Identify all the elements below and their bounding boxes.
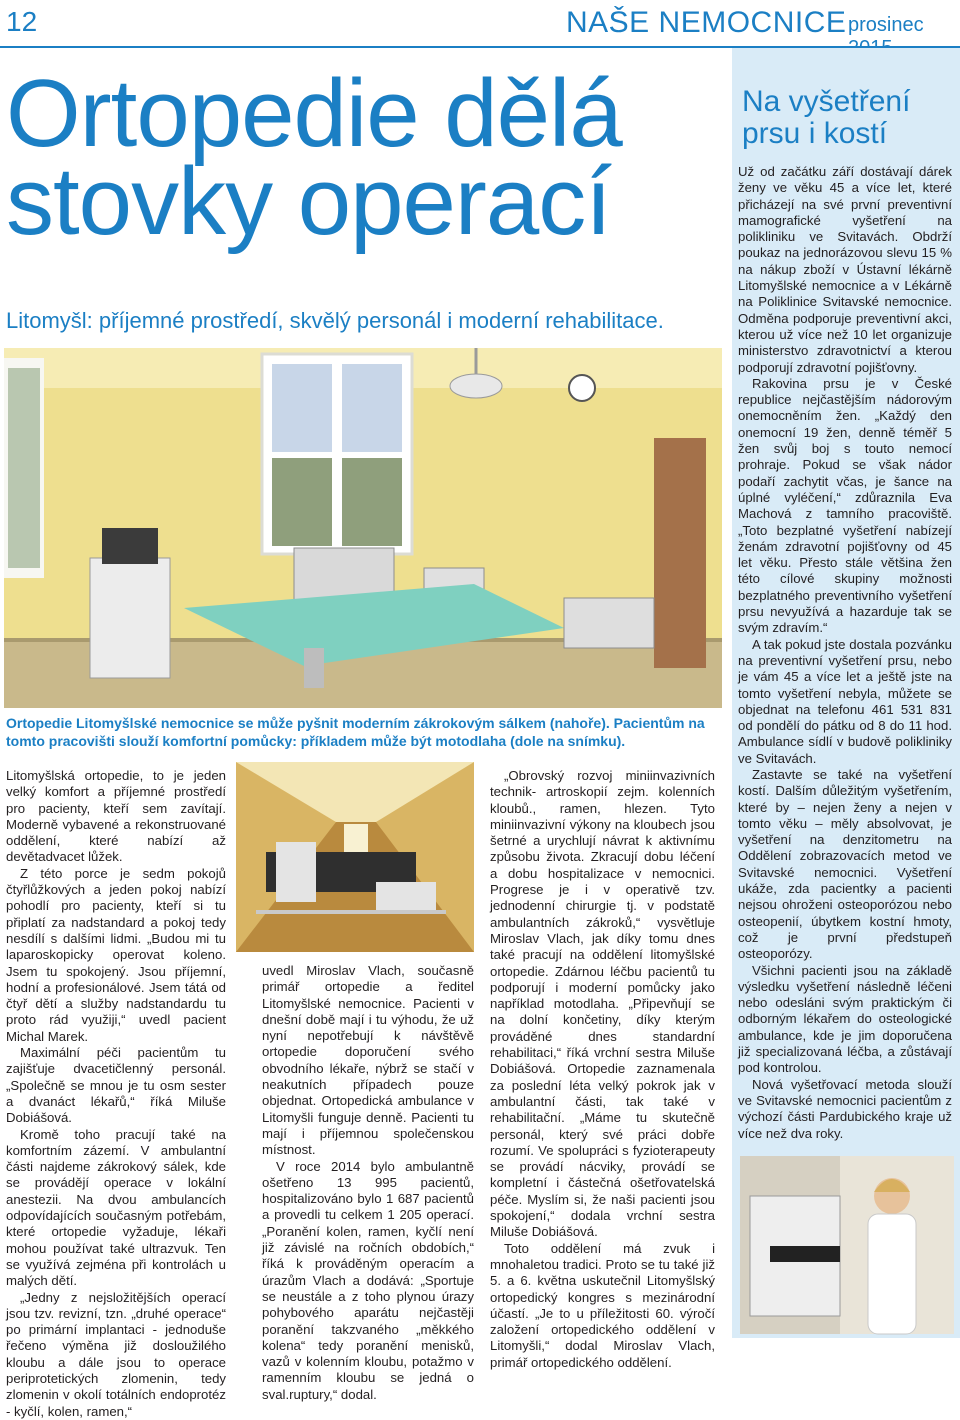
mammography-photo: [740, 1156, 954, 1334]
article-column-1: [6, 768, 226, 1420]
sidebar-body: [738, 164, 952, 1142]
col1-paragraph: „Jedny z nejsložitějších operací jsou tzv. revizní, tzn. „druhé operace“ po primární implantaci - jednoduše řečeno výměna již dosloužilého kloubu a dále jsou to operace periprotetických zlomenin, tedy zlomenin v okolí totálních endoprotéz - kyčlí, kolen, ramen,“: [6, 1289, 226, 1419]
sidebar-paragraph: A tak pokud jste dostala pozvánku na preventivní vyšetření prsu, nebo je vám 45 a více let a ještě jste na tomto vyšetření nebyla, můžete se objednat na telefonu 461 531 831 od pondělí do pátku od 8 do 11 hod. Ambulance sídlí v budově polikliniky ve Svitavách.: [738, 636, 952, 766]
sidebar-paragraph: Zastavte se také na vyšetření kostí. Dalším důležitým vyšetřením, které by – nejen ženy a nejen v tomto věku – měly absolvovat, je vyšetření na denzitometru na Oddělení zobrazovacích metod ve Svitavské nemocnici. Vyšetření ukáže, zda pacientky a pacienti nejsou ohroženi osteoporózou nebo osteopenií, úbytkem kostní hmoty, což je první předstupeň osteoporózy.: [738, 766, 952, 962]
motodlaha-illustration: [236, 762, 474, 952]
sidebar-paragraph: Už od začátku září dostávají dárek ženy ve věku 45 a více let, které přicházejí na své první preventivní mamografické vyšetření na polikliniku ve Svitavách. Obdrží poukaz na jednorázovou slevu 15 % na nákup zboží v Ústavní lékárně Litomyšlské nemocnice a v Lékárně na Poliklinice Svitavské nemocnice. Odměna podporuje preventivní akci, kterou už více než 10 let organizuje ministerstvo zdravotnictví a kterou podporují zdravotní pojišťovny.: [738, 164, 952, 375]
col2-paragraph: V roce 2014 bylo ambulantně ošetřeno 13 995 pacientů, hospitalizováno bylo 1 687 pacientů a provedli tu celkem 1 205 operací. „Poranění kolen, ramen, kyčlí není již závislé na ročních obdobích,“ říká k prováděným operacím a úrazům Vlach a dodává: „Sportuje se neustále a z toho plynou úrazy pohybového aparátu nejčastěji poranění takzvaného „měkkého kolena“ tedy poranění menisků, vazů v kolenním kloubu, potažmo v ramenním kloubu se jedná o sval.ruptury,“ dodal.: [262, 1158, 474, 1402]
headline-line-1: Ortopedie dělá: [6, 60, 622, 167]
sidebar-paragraph: Všichni pacienti jsou na základě výsledku vyšetření následně léčeni nebo odesláni svým praktickým či odborným lékařem do osteologické ambulance, kde je jim doporučena již specializovaná léčba, a zůstávají pod kontrolou.: [738, 962, 952, 1076]
article-column-3: [490, 768, 715, 1371]
col3-paragraph: Toto oddělení má zvuk i mnohaletou tradici. Proto se tu také již 5. a 6. května uskutečnil Litomyšlský ortopedický kongres s mezinárodní účastí. „Je to u příležitosti 60. výročí založení ortopedického oddělení v Litomyšli,“ dodal Miroslav Vlach, primář ortopedického oddělení.: [490, 1240, 715, 1370]
sidebar-paragraph: Nová vyšetřovací metoda slouží ve Svitavské nemocnici pacientům z výchozí části Pardubického kraje už více než dva roky.: [738, 1076, 952, 1141]
corridor-photo: [236, 762, 474, 952]
col2-paragraph: uvedl Miroslav Vlach, současně primář ortopedie a ředitel Litomyšlské nemocnice. Pacienti v dnešní době mají i tu výhodu, že už nyní nepotřebují k návštěvě ortopedie doporučení svého obvodního lékaře, nýbrž se stačí v neakutních případech pouze objednat. Ortopedická ambulance v Litomyšli funguje denně. Pacienti tu mají i příjemnou společenskou místnost.: [262, 963, 474, 1158]
sidebar-box: [732, 48, 960, 1338]
article-column-2: [262, 963, 474, 1403]
page-header: [0, 0, 960, 48]
sidebar-title-line-2: prsu i kostí: [742, 117, 888, 150]
photo-caption: Ortopedie Litomyšlské nemocnice se může pyšnit moderním zákrokovým sálkem (nahoře). Pacientům na tomto pracovišti slouží komfortní pomůcky: příkladem může být motodlaha (dole na snímku).: [6, 715, 705, 749]
page-number: 12: [6, 6, 38, 37]
col1-paragraph: Z této porce je sedm pokojů čtyřlůžkových a jeden pokoj nabízí pohodlí pro pacienty, kteří si tu připlatí za nadstandard a pokoj tedy nesdílí s dalšími lidmi. „Budou mi tu laparoskopicky operovat koleno. Jsem tu spokojený. Jsou příjemní, hodní a profesionálové. Jsem tátá od čtyř dětí a služby nadstandardu tu proto rád využiji,“ uvedl pacient Michal Marek.: [6, 865, 226, 1044]
article-headline: [6, 60, 726, 255]
operating-room-illustration: [4, 348, 722, 708]
nurse-illustration: [740, 1156, 954, 1334]
headline-line-2: stovky operací: [6, 148, 611, 255]
article-subhead: Litomyšl: příjemné prostředí, skvělý personál i moderní rehabilitace.: [6, 308, 664, 333]
sidebar-title: [742, 86, 954, 150]
col1-paragraph: Kromě toho pracují také na komfortním zázemí. V ambulantní části najdeme zákrokový sálek, kde se provádějí operace v lokální anestezii. Na dvou ambulancích odpovídajících současným potřebám, které ortopedie vyžaduje, lékaři mohou používat také ultrazvuk. Ten se využívá zejména při kontrolách u malých dětí.: [6, 1126, 226, 1289]
col1-paragraph: Maximální péči pacientům tu zajišťuje dvacetičlenný personál. „Společně se mnou je tu osm sester a dvanáct lékařů,“ říká Miluše Dobiášová.: [6, 1045, 226, 1126]
col3-paragraph: „Obrovský rozvoj miniinvazivních technik- artroskopií zejm. kolenních kloubů., ramen, hlezen. Tyto miniinvazivní výkony na kloubech jsou šetrné a urychlují návrat k aktivnímu způsobu života. Zkracují dobu léčení a dobu hospitalizace v nemocnici. Progrese je i v operativě tzv. jednodenní chirurgie tj. v podstatě ambulantních zákroků,“ vysvětluje Miroslav Vlach, jak díky tomu dnes také pracují na oddělení litomyšlské ortopedie. Zdárnou léčbu pacientů tu podporují i moderní pomůcky jako například motodlaha. „Připevňují se na dolní končetiny, díky kterým prováděné dnes standardní rehabilitaci,“ říká vrchní sestra Miluše Dobiášová. Ortopedie zaznamenala za poslední léta velký pokrok jak v ambulantní části, tak také v rehabilitační. „Máme tu skutečně personál, který své práci dobře rozumí. Ve spolupráci s fyzioterapeuty se provádí nácviky, provádí se kompletní i částečná ošetřovatelská péče. Myslím si, že naši pacienti jsou spokojení,“ dodala vrchní sestra Miluše Dobiášová.: [490, 768, 715, 1240]
col1-paragraph: Litomyšlská ortopedie, to je jeden velký komfort a příjemné prostředí pro pacienty, kteří sem zavítají. Moderně vybavené a rekonstruované oddělení, které nabízí až devětadvacet lůžek.: [6, 768, 226, 865]
sidebar-title-line-1: Na vyšetření: [742, 85, 911, 118]
sidebar-paragraph: Rakovina prsu je v České republice nejčastějším nádorovým onemocněním žen. „Každý den onemocní 19 žen, denně téměř 5 žen svůj boj s touto nemocí prohraje. Pokud se však nádor podaří zachytit včas, je šance na úplné vyléčení,“ zdůraznila Eva Machová z tamního pracoviště. „Toto bezplatné vyšetření nabízejí ženám zdravotní pojišťovny od 45 let věku. Přesto stále většina žen této cílové skupiny možnosti bezplatného preventivního vyšetření prsu nevyužívá a hazarduje tak se svým zdravím.“: [738, 375, 952, 636]
issue-date: prosinec: [848, 14, 924, 36]
operating-room-photo: [4, 348, 722, 708]
section-name: NAŠE NEMOCNICE: [566, 6, 847, 39]
